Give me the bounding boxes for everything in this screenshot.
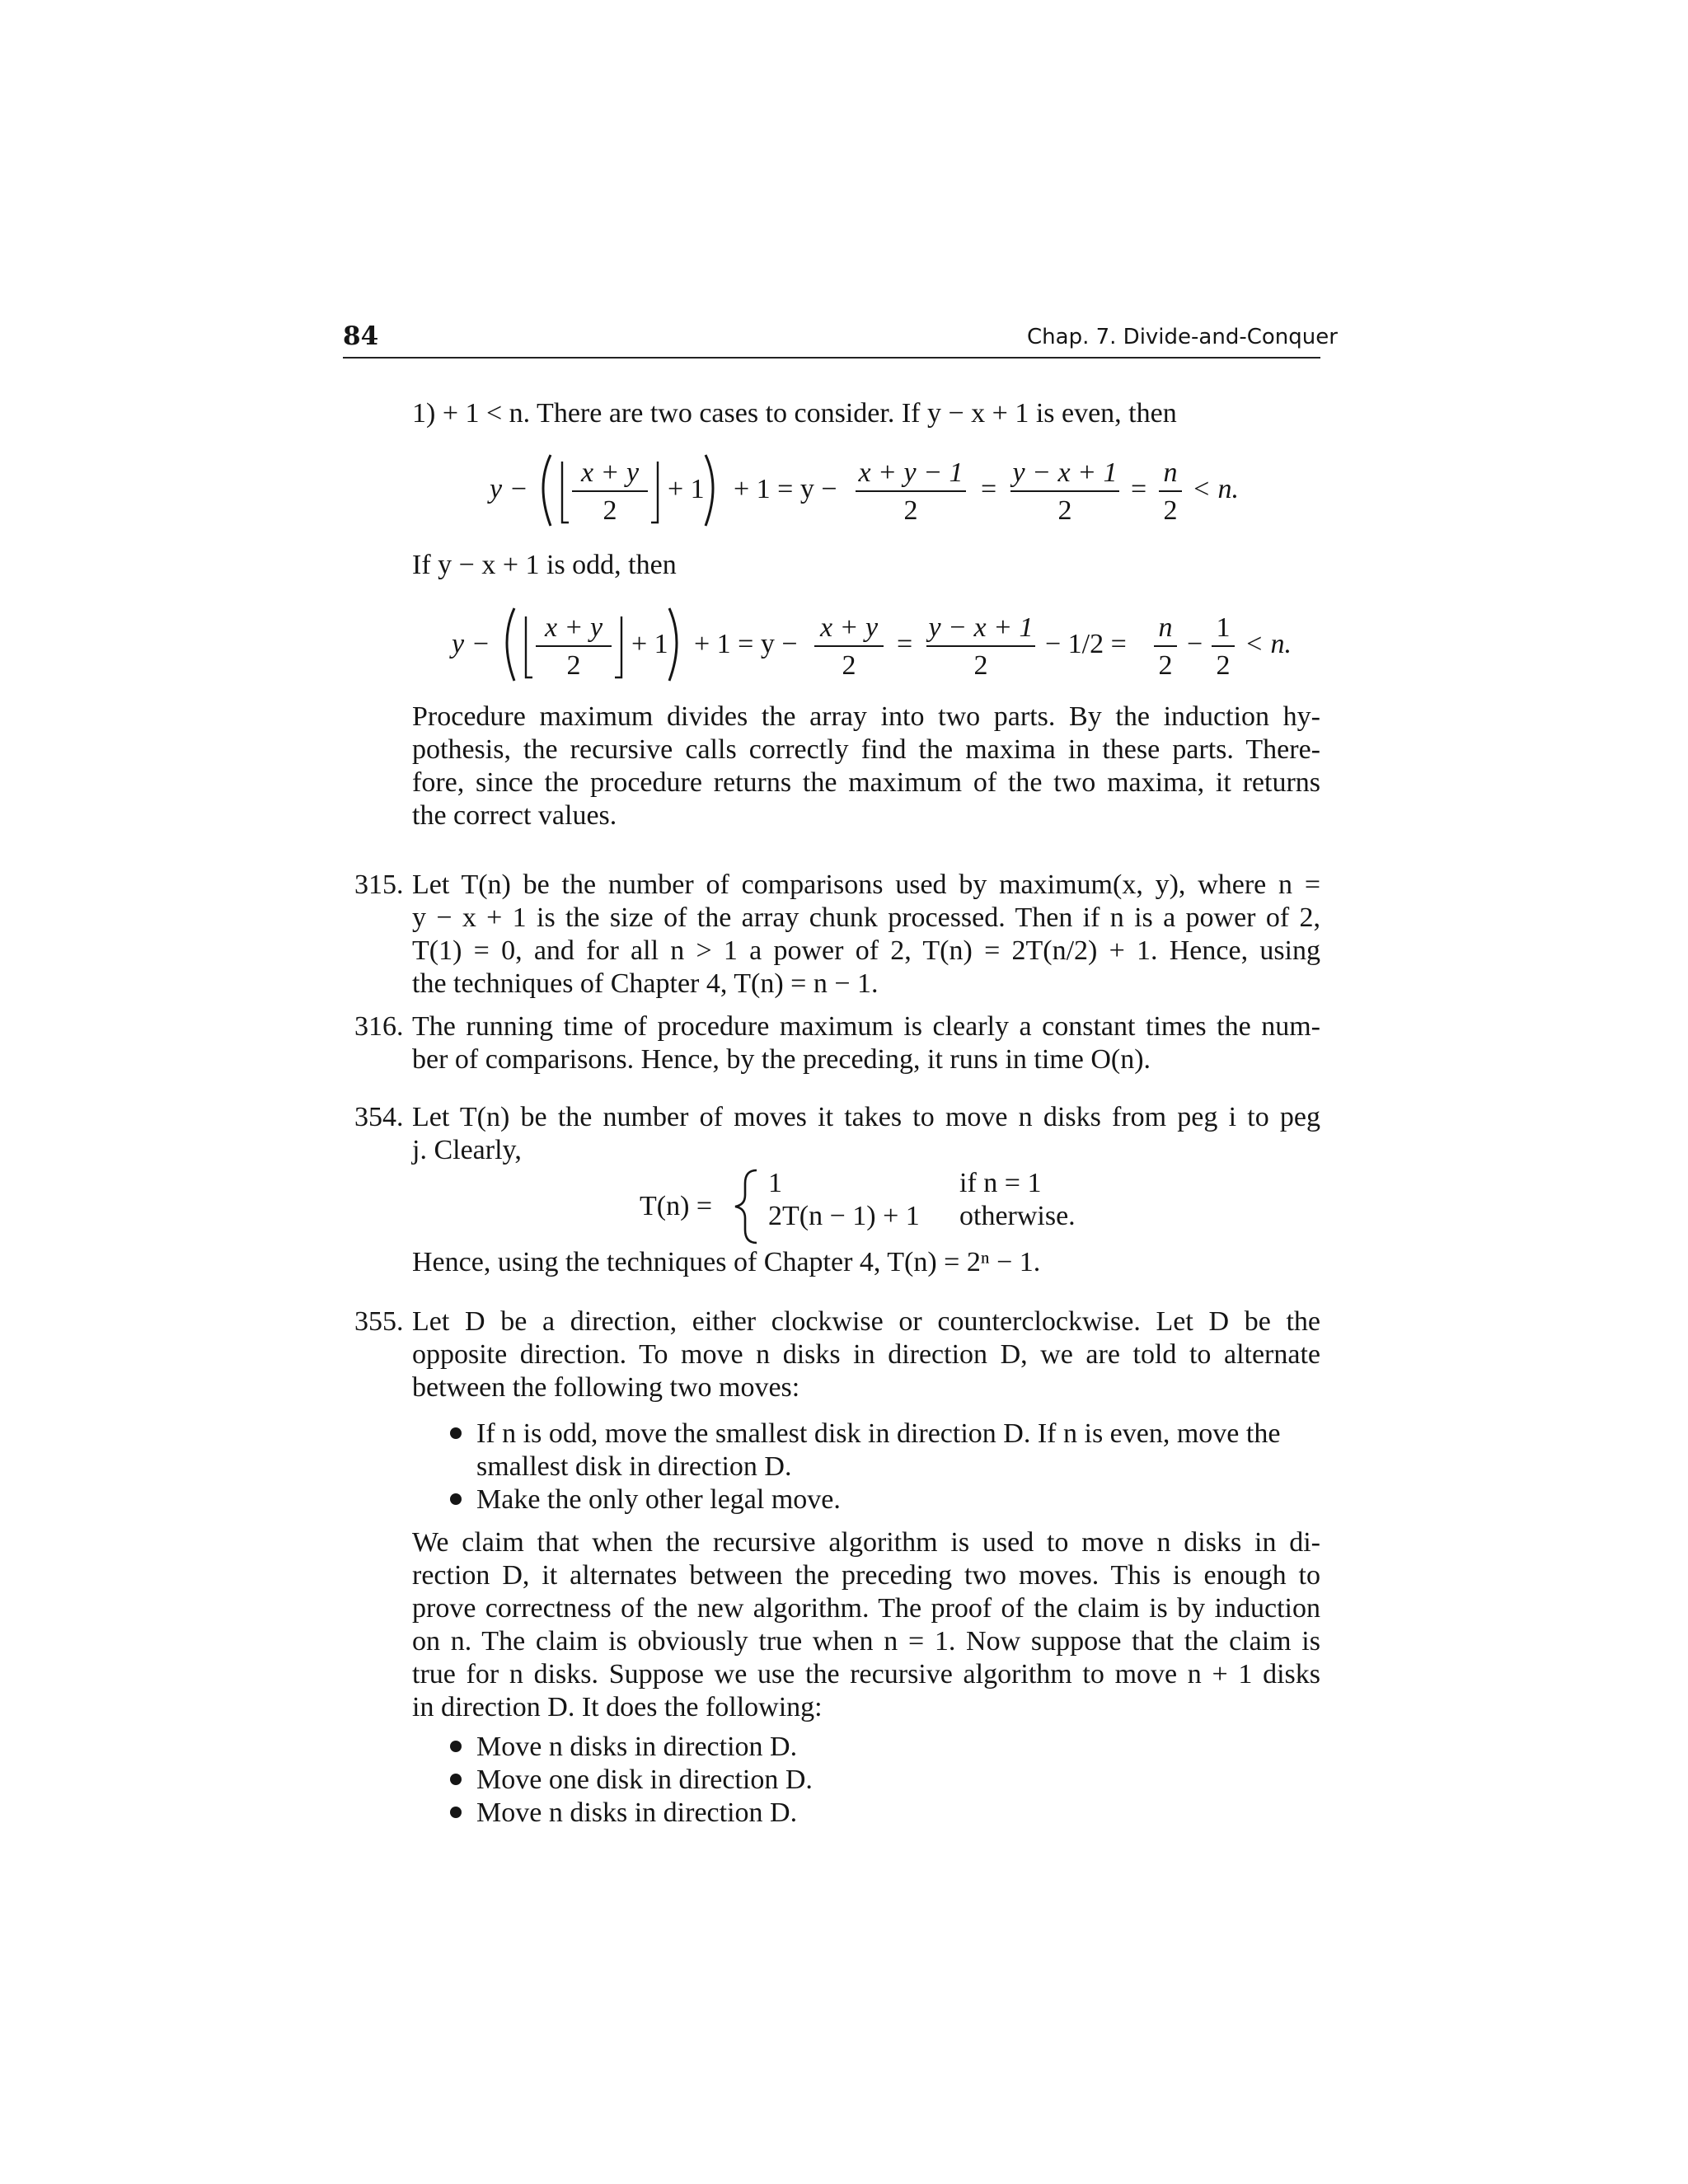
eq-even-f2-den: 2 <box>903 495 918 526</box>
case2-value: 2T(n − 1) + 1 <box>768 1201 920 1231</box>
eq-even-eq2: = <box>1131 474 1147 504</box>
item-number-355: 355. <box>354 1306 404 1337</box>
cases-lhs: T(n) = <box>640 1191 713 1221</box>
case1-cond: if n = 1 <box>959 1168 1042 1198</box>
bullet-text: If n is odd, move the smallest disk in direction D. If n is even, move the <box>476 1418 1281 1449</box>
eq-even-tail: < n. <box>1192 474 1239 504</box>
paragraph-line: ber of comparisons. Hence, by the preceding, it runs in time O(n). <box>412 1044 1151 1075</box>
paragraph-line: T(1) = 0, and for all n > 1 a power of 2, T(n) = 2T(n/2) + 1. Hence, using <box>412 935 1320 966</box>
item-355-paragraph-2 <box>412 1526 1320 1724</box>
eq-odd-lhs: y − <box>452 629 490 659</box>
eq-even-f2-num: x + y − 1 <box>858 457 964 488</box>
eq-even-f3-num: y − x + 1 <box>1012 457 1118 488</box>
paragraph-line: true for n disks. Suppose we use the recursive algorithm to move n + 1 disks <box>412 1659 1320 1690</box>
paragraph-line: j. Clearly, <box>412 1135 522 1165</box>
odd-intro: If y − x + 1 is odd, then <box>412 550 677 580</box>
eq-even-eq1: = <box>981 474 997 504</box>
page-number: 84 <box>343 321 379 351</box>
paragraph-line: the techniques of Chapter 4, T(n) = n − 1. <box>412 968 879 999</box>
eq-even-f3-den: 2 <box>1057 495 1072 526</box>
paragraph-line: fore, since the procedure returns the maximum of the two maxima, it returns <box>412 767 1320 798</box>
eq-even-f1-num: x + y <box>580 457 640 488</box>
paragraph-line: between the following two moves: <box>412 1372 800 1403</box>
paragraph-line: in direction D. It does the following: <box>412 1692 823 1722</box>
paragraph-line: opposite direction. To move n disks in direction D, we are told to alternate <box>412 1339 1320 1370</box>
eq-odd-tail: < n. <box>1245 629 1292 659</box>
item-number-315: 315. <box>354 869 404 900</box>
case1-value: 1 <box>768 1168 782 1198</box>
bullet-text: Make the only other legal move. <box>476 1484 841 1515</box>
eq-even-after: + 1 = y − <box>734 474 837 504</box>
eq-odd-plus1: + 1 <box>631 629 668 659</box>
intro-line: 1) + 1 < n. There are two cases to consider. If y − x + 1 is even, then <box>412 398 1177 429</box>
item-355-text <box>412 1305 1320 1404</box>
bullet-item <box>450 1731 797 1764</box>
eq-odd-f3-num: y − x + 1 <box>928 612 1034 643</box>
eq-odd-eq1: = <box>897 629 913 659</box>
bullet-dot <box>450 1427 462 1439</box>
eq-odd-f1-den: 2 <box>566 650 581 681</box>
eq-odd-minus: − <box>1187 629 1203 659</box>
item-number-354: 354. <box>354 1102 404 1132</box>
paragraph-line: We claim that when the recursive algorithm is used to move n disks in di- <box>412 1527 1320 1558</box>
running-title: Chap. 7. Divide-and-Conquer <box>1027 325 1338 349</box>
eq-odd-f5-num: 1 <box>1216 612 1231 643</box>
paragraph-line: rection D, it alternates between the preceding two moves. This is enough to <box>412 1560 1320 1591</box>
eq-even-f4-num: n <box>1163 457 1178 488</box>
eq-odd-after: + 1 = y − <box>694 629 798 659</box>
paragraph-line: Let T(n) be the number of moves it takes to move n disks from peg i to peg <box>412 1102 1320 1132</box>
bullet-text: Move one disk in direction D. <box>476 1765 813 1795</box>
bullet-item <box>450 1797 797 1830</box>
eq-odd-f5-den: 2 <box>1216 650 1231 681</box>
eq-odd-f2-num: x + y <box>819 612 879 643</box>
eq-odd-mid: − 1/2 = <box>1045 629 1127 659</box>
item-number-316: 316. <box>354 1011 404 1042</box>
bullet-item <box>450 1418 1320 1451</box>
eq-odd-f4-den: 2 <box>1158 650 1173 681</box>
eq-odd-f2-den: 2 <box>842 650 856 681</box>
paragraph-line: pothesis, the recursive calls correctly find the maxima in these parts. There- <box>412 734 1320 765</box>
bullet-text: Move n disks in direction D. <box>476 1797 798 1828</box>
paragraph-line: Let D be a direction, either clockwise or counterclockwise. Let D be the <box>412 1306 1320 1337</box>
item-354-after: Hence, using the techniques of Chapter 4, T(n) = 2ⁿ − 1. <box>412 1247 1041 1277</box>
paragraph-line: prove correctness of the new algorithm. The proof of the claim is by induction <box>412 1593 1320 1624</box>
bullet-item <box>450 1483 841 1516</box>
eq-odd-f3-den: 2 <box>973 650 988 681</box>
paragraph-line: The running time of procedure maximum is clearly a constant times the num- <box>412 1011 1320 1042</box>
bullet-dot <box>450 1741 462 1752</box>
bullet-dot <box>450 1807 462 1818</box>
eq-even-lhs: y − <box>490 474 528 504</box>
eq-even-plus1: + 1 <box>668 474 705 504</box>
paragraph-line: the correct values. <box>412 800 617 831</box>
eq-odd-f1-num: x + y <box>544 612 603 643</box>
bullet-continuation: smallest disk in direction D. <box>476 1451 792 1482</box>
paragraph-line: on n. The claim is obviously true when n = 1. Now suppose that the claim is <box>412 1626 1320 1657</box>
eq-even-f1-den: 2 <box>603 495 617 526</box>
bullet-dot <box>450 1493 462 1505</box>
bullet-dot <box>450 1774 462 1785</box>
eq-even-f4-den: 2 <box>1163 495 1178 526</box>
bullet-text: Move n disks in direction D. <box>476 1732 798 1762</box>
eq-odd-f4-num: n <box>1158 612 1173 643</box>
paragraph-line: Procedure maximum divides the array into two parts. By the induction hy- <box>412 701 1320 732</box>
paragraph-line: Let T(n) be the number of comparisons used by maximum(x, y), where n = <box>412 869 1320 900</box>
bullet-item <box>450 1764 813 1797</box>
paragraph-line: y − x + 1 is the size of the array chunk processed. Then if n is a power of 2, <box>412 902 1320 933</box>
case2-cond: otherwise. <box>959 1201 1076 1231</box>
